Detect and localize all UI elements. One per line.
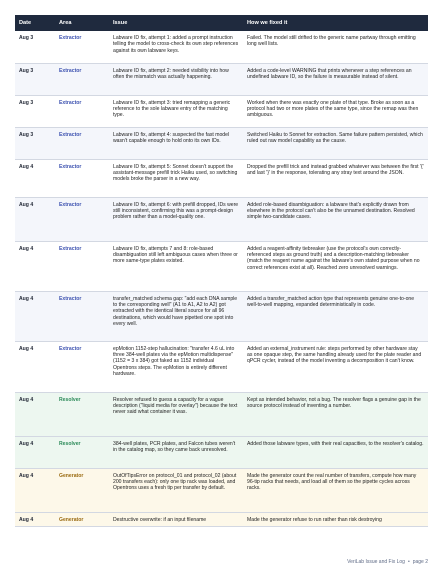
table-row	[15, 31, 428, 63]
row-fix: Made the generator count the real number of transfers, compute how many 96-tip racks that needs, and load all of them so the pipette cycles across racks.	[243, 468, 428, 512]
table-body	[15, 31, 428, 526]
table-row	[15, 512, 428, 526]
table-row	[15, 436, 428, 468]
row-issue: OutOfTipsError on protocol_01 and protocol_02 (about 200 transfers each): only one tip rack was loaded, and Opentrons uses a fresh tip per transfer by default.	[109, 468, 243, 512]
row-date: Aug 4	[15, 392, 55, 436]
row-issue: Labware ID fix, attempt 5: Sonnet doesn't support the assistant-message prefill trick Haiku used, so switching models broke the parser in a new way.	[109, 159, 243, 197]
row-area: Extractor	[55, 127, 109, 159]
row-date: Aug 4	[15, 159, 55, 197]
table-row	[15, 159, 428, 197]
issue-log-sheet	[15, 15, 428, 527]
row-issue: Labware ID fix, attempts 7 and 8: role-based disambiguation still left ambiguous cases when three or more same-type plates existed.	[109, 241, 243, 291]
table-row	[15, 197, 428, 241]
table-row	[15, 241, 428, 291]
row-area: Generator	[55, 512, 109, 526]
row-date: Aug 4	[15, 341, 55, 392]
row-issue: Labware ID fix, attempt 4: suspected the fast model wasn't capable enough to hold onto its own IDs.	[109, 127, 243, 159]
row-fix: Added an external_instrument rule: steps performed by other hardware stay as one opaque step, the same handling already used for the plate reader and qPCR cycler, instead of the model inventing a decomposition it can't know.	[243, 341, 428, 392]
row-area: Extractor	[55, 63, 109, 95]
page-footer	[347, 559, 428, 565]
row-area: Extractor	[55, 197, 109, 241]
row-fix: Added role-based disambiguation: a labware that's explicitly drawn from elsewhere in the protocol can't also be the unnamed destination. Resolved simple two-candidate cases.	[243, 197, 428, 241]
row-issue: Labware ID fix, attempt 2: needed visibility into how often the mismatch was actually happening.	[109, 63, 243, 95]
row-issue: Labware ID fix, attempt 1: added a prompt instruction telling the model to cross-check its own step references against its own labware keys.	[109, 31, 243, 63]
table-row	[15, 95, 428, 127]
header-row	[15, 15, 428, 31]
row-fix: Failed. The model still drifted to the generic name partway through emitting long well lists.	[243, 31, 428, 63]
header-fix: How we fixed it	[243, 15, 428, 31]
row-issue: Destructive overwrite: if an input filename	[109, 512, 243, 526]
row-fix: Switched Haiku to Sonnet for extraction. Same failure pattern persisted, which ruled out raw model capability as the cause.	[243, 127, 428, 159]
table-row	[15, 63, 428, 95]
row-date: Aug 4	[15, 197, 55, 241]
header-area: Area	[55, 15, 109, 31]
row-date: Aug 4	[15, 512, 55, 526]
row-date: Aug 4	[15, 291, 55, 341]
table-header	[15, 15, 428, 31]
row-area: Resolver	[55, 392, 109, 436]
table-row	[15, 127, 428, 159]
table-row	[15, 468, 428, 512]
row-fix: Made the generator refuse to run rather than risk destroying	[243, 512, 428, 526]
row-date: Aug 3	[15, 127, 55, 159]
row-fix: Added a reagent-affinity tiebreaker (use the protocol's own correctly-referenced steps as ground truth) and a description-matching tiebreaker (match the reagent name against the labware's own stated purpose when no correct references exist at all). Reached zero unresolved warnings.	[243, 241, 428, 291]
row-fix: Added a code-level WARNING that prints whenever a step references an undefined labware ID, so the failure is measurable instead of silent.	[243, 63, 428, 95]
footer-separator: •	[407, 559, 410, 565]
row-area: Extractor	[55, 159, 109, 197]
row-area: Extractor	[55, 95, 109, 127]
row-issue: Labware ID fix, attempt 3: tried remapping a generic reference to the sole labware entry of the matching type.	[109, 95, 243, 127]
row-area: Generator	[55, 468, 109, 512]
row-date: Aug 4	[15, 436, 55, 468]
row-fix: Dropped the prefill trick and instead grabbed whatever was between the first '{' and last '}' in the response, tolerating any stray text around the JSON.	[243, 159, 428, 197]
row-area: Resolver	[55, 436, 109, 468]
row-issue: Labware ID fix, attempt 6: with prefill dropped, IDs were still inconsistent, confirming this was a prompt-design problem rather than a model-quality one.	[109, 197, 243, 241]
table-row	[15, 291, 428, 341]
row-issue: Resolver refused to guess a capacity for a vague description ("liquid media for overlay") because the text never said what container it was.	[109, 392, 243, 436]
row-issue: transfer_matched schema gap: "add each DNA sample to the corresponding well" (A1 to A1, A2 to A2) got extracted with the identical literal source for all 96 destinations, which would have pipetted one spot into every well.	[109, 291, 243, 341]
row-date: Aug 4	[15, 241, 55, 291]
row-area: Extractor	[55, 341, 109, 392]
row-area: Extractor	[55, 241, 109, 291]
footer-page-number: page 2	[412, 559, 428, 565]
row-date: Aug 3	[15, 95, 55, 127]
row-fix: Added those labware types, with their real capacities, to the resolver's catalog.	[243, 436, 428, 468]
row-area: Extractor	[55, 291, 109, 341]
row-date: Aug 3	[15, 31, 55, 63]
row-date: Aug 3	[15, 63, 55, 95]
header-issue: Issue	[109, 15, 243, 31]
row-issue: epMotion 1152-step hallucination: "transfer 4.6 uL into three 384-well plates via the epMotion multidispense" (1152 = 3 x 384) got faked as 1152 individual Opentrons steps. The epMotion is entirely different hardware.	[109, 341, 243, 392]
footer-title: VeriLab Issue and Fix Log	[347, 559, 405, 565]
row-fix: Kept as intended behavior, not a bug. The resolver flags a genuine gap in the source protocol instead of inventing a number.	[243, 392, 428, 436]
row-fix: Added a transfer_matched action type that represents genuine one-to-one well-to-well mapping, expanded deterministically in code.	[243, 291, 428, 341]
row-date: Aug 4	[15, 468, 55, 512]
row-issue: 384-well plates, PCR plates, and Falcon tubes weren't in the catalog map, so they came back unresolved.	[109, 436, 243, 468]
row-fix: Worked when there was exactly one plate of that type. Broke as soon as a protocol had two or more plates of the same type, since the remap was then ambiguous.	[243, 95, 428, 127]
header-date: Date	[15, 15, 55, 31]
row-area: Extractor	[55, 31, 109, 63]
issue-fix-table	[15, 15, 428, 527]
table-row	[15, 341, 428, 392]
table-row	[15, 392, 428, 436]
